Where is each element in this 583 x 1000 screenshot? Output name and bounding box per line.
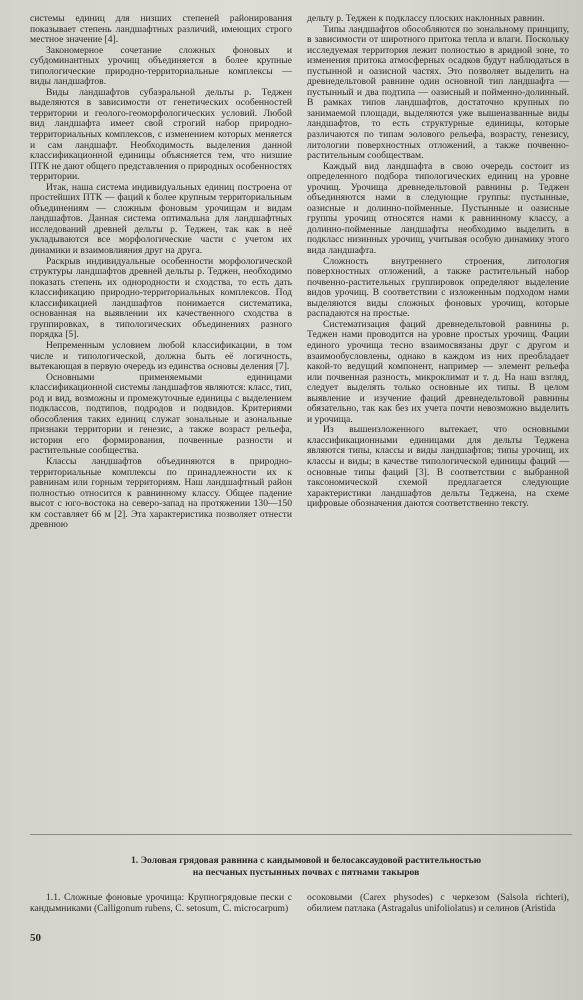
paragraph: дельту р. Теджен к подклассу плоских наклонных равнин. [307,13,545,24]
paragraph: Итак, наша система индивидуальных единиц построена от простейших ПТК — фаций к более крупным территориальным объединениям — сложным фоновым урочищам и видам ландшафтов. Данная система оптимальна для ландшафтных исследований древней дельты р. Теджен, так как в неё укладываются все морфологические части с учетом их динамики и взаимовлияния друг на друга. [30,181,292,257]
section-heading-line: на песчаных пустынных почвах с пятнами такыров [192,867,420,878]
paragraph: Раскрыв индивидуальные особенности морфологической структуры ландшафтов древней дельты р. Теджен, необходимо показать степень их однородности и сходства, то есть дать классификацию природно-территориальных комплексов. Под классификацией ландшафтов понимается систематика, основанная на выявлении их качественного сходства в группировках, в типологических объединениях разного порядка [5]. [30,255,292,341]
left-text-column [30,14,292,531]
paragraph: Основными применяемыми единицами классификационной системы ландшафтов являются: класс, тип, род и вид, возможны и промежуточные единицы с выделением подклассов, подтипов, подродов и подвидов. Критериями обособления таких единиц служат зональные и азональные признаки территории и генезис, а также возраст рельефа, история его формирования, почвенные разности и растительные сообщества. [30,371,292,457]
paragraph: Закономерное сочетание сложных фоновых и субдоминантных урочищ объединяется в более крупные типологические природно-территориальные комплексы — виды ландшафтов. [30,44,292,88]
subsection-text-right: осоковыми (Carex physodes) с черкезом (Salsola richteri), обилием патлака (Astragalus unifoliolatus) и селинов (Aristida [307,892,569,914]
section-heading [56,855,556,879]
paragraph: Классы ландшафтов объединяются в природно-территориальные комплексы по принадлежности их к равнинам или горным территориям. Наш ландшафтный район полностью относится к равнинному классу. Общее падение высот с юго-востока на северо-запад на протяжении 130—150 км составляет 66 м [2]. Эта характеристика позволяет отнести древнюю [30,455,292,531]
page-number: 50 [30,932,41,944]
right-text-column [307,14,569,510]
paragraph: Из вышеизложенного вытекает, что основными классификационными единицами для дельты Теджена являются типы, классы и виды ландшафтов; типы урочищ, их классы и виды; в качестве типологической единицы фаций — основные типы фаций [3]. В соответствии с выбранной таксономической схемой предлагается следующие характеристики ландшафтов дельты Теджена, на схеме цифровые обозначения даются соответственно тексту. [307,424,569,510]
paragraph: Систематизация фаций древнедельтовой равнины р. Теджен нами проводится на уровне простых урочищ. Фации единого урочища тесно взаимосвязаны друг с другом и взаимообусловлены, однако в каждом из них преобладает какой-то ведущий компонент, например — элемент рельефа или почвенная разность, микроклимат и т. д. На наш взгляд, следует выделять только основные их типы. В целом выявление и изучение фаций древнедельтовой равнины обязательно, так как без их учета почти невозможно выделить и урочища. [307,318,569,425]
paragraph: Каждый вид ландшафта в свою очередь состоит из определенного подбора типологических единиц на уровне урочищ. Урочища древнедельтовой равнины р. Теджен объединяются нами в следующие группы: пустынные, оазисные и долинно-пойменные. Пустынные и оазисные группы урочищ относятся нами к равнинному классу, а долинно-пойменные ландшафты необходимо выделить в подкласс низинных урочищ, учитывая особую динамику этого вида ландшафта. [307,160,569,257]
paragraph: Непременным условием любой классификации, в том числе и типологической, должна быть её логичность, вытекающая в первую очередь из единства основы деления [7]. [30,339,292,373]
paragraph: Типы ландшафтов обособляются по зональному принципу, в зависимости от широтного притока тепла и влаги. Поскольку исследуемая территория лежит полностью в аридной зоне, то изменения притока атмосферных осадков будут наблюдаться в пустынной и оазисной частях. Это позволяет выделить на древнедельтовой равнине один основной тип ландшафта — пустынный и два подтипа — оазисный и пойменно-долинный. В рамках типов ландшафтов, достаточно крупных по занимаемой площади, выделяются уже вышеназванные виды ландшафтов, то есть структурные единицы, которые различаются по типам эолового рельефа, возрасту, генезису, литологии поверхностных отложений, а также почвенно-растительным сообществам. [307,23,569,162]
section-divider [30,834,572,835]
paragraph: Сложность внутреннего строения, литология поверхностных отложений, а также растительный набор почвенно-растительных группировок определяют выделение видов урочищ. В соответствии с изложенным подходом нами выделяются виды сложных фоновых урочищ, которые распадаются на простые. [307,255,569,320]
subsection-text-left: 1.1. Сложные фоновые урочища: Крупногрядовые пески с кандымниками (Calligonum rubens, C. setosum, C. microcarpum) [30,892,292,914]
section-heading-line: 1. Эоловая грядовая равнина с кандымовой и белосаксаудовой растительностью [130,855,482,866]
paragraph: системы единиц для низших степеней районирования показывает степень ландшафтных различий, имеющих строго местное значение [4]. [30,13,292,46]
paragraph: Виды ландшафтов субаэральной дельты р. Теджен выделяются в зависимости от генетических особенностей территории и геолого-геоморфологических условий. Любой вид ландшафта имеет свой строгий набор природно-территориальных комплексов, с изменением которых меняется и сам ландшафт. Необходимость выделения данной классификационной единицы объясняется тем, что низшие ПТК не дают общего представления о природных особенностях территории. [30,86,292,183]
